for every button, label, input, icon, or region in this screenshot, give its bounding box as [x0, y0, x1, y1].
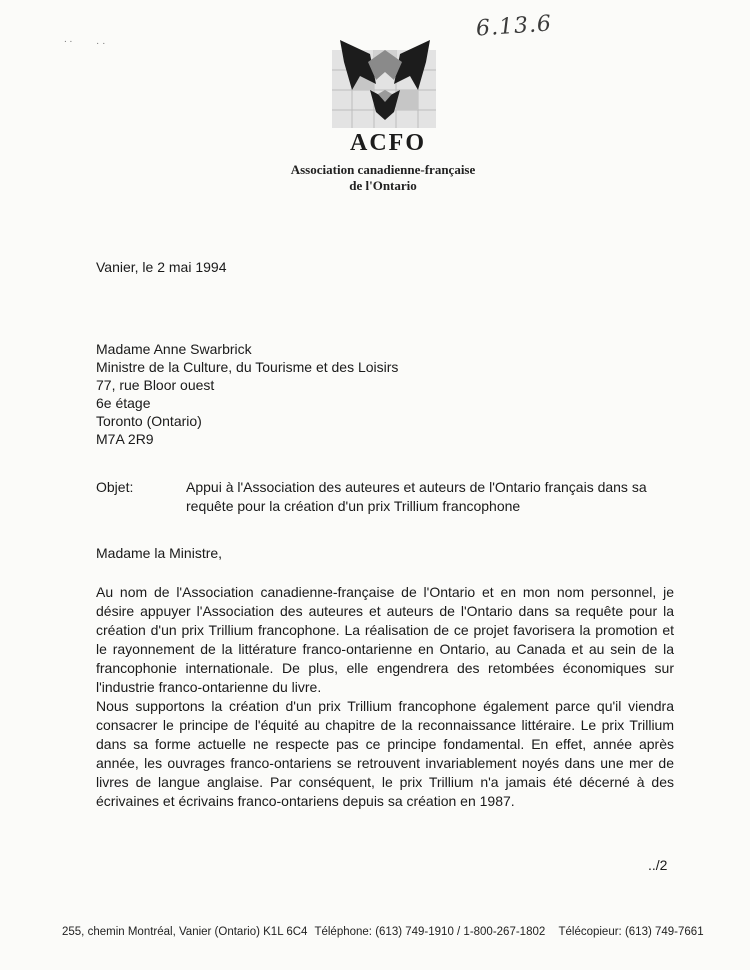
paper-speck: . . [64, 34, 73, 45]
recipient-line: 6e étage [96, 395, 151, 411]
recipient-line: Madame Anne Swarbrick [96, 341, 252, 357]
letter-date: Vanier, le 2 mai 1994 [96, 259, 227, 275]
logo-wordmark-graphic [338, 128, 438, 154]
recipient-line: Toronto (Ontario) [96, 413, 202, 429]
recipient-line: M7A 2R9 [96, 431, 154, 447]
recipient-line: 77, rue Bloor ouest [96, 377, 215, 393]
body-paragraph-2: Nous supportons la création d'un prix Trillium francophone également parce qu'il viendra consacrer le principe de l'équité au chapitre de la reconnaissance littéraire. Le prix Trillium dans sa forme actuelle ne respecte pas ce principe fondamental. En effet, année après année, les ouvrages franco-ontariens se retrouvent invariablement noyés dans une mer de livres de langue anglaise. Par conséquent, le prix Trillium n'a jamais été décerné à des écrivaines et écrivains franco-ontariens depuis sa création en 1987. [96, 698, 674, 809]
letterhead-footer [62, 926, 722, 938]
salutation: Madame la Ministre, [96, 545, 223, 561]
svg-text:ACFO: ACFO [350, 130, 426, 154]
organization-name [240, 162, 526, 194]
page-continuation: ../2 [648, 857, 668, 873]
org-name-line1: Association canadienne-française [290, 162, 476, 177]
logo-wordmark [338, 128, 438, 159]
recipient-line: Ministre de la Culture, du Tourisme et des Loisirs [96, 359, 399, 375]
footer-fax: Télécopieur: (613) 749-7661 [558, 926, 704, 938]
subject-label: Objet: [96, 479, 134, 495]
body-paragraph-1: Au nom de l'Association canadienne-française de l'Ontario et en mon nom personnel, je désire appuyer l'Association des auteures et auteurs de l'Ontario dans sa requête pour la création d'un prix Trillium francophone. La réalisation de ce projet favorisera la promotion et le rayonnement de la littérature franco-ontarienne en Ontario, au Canada et au sein de la francophonie internationale. De plus, elle engendrera des retombées économiques sur l'industrie franco-ontarienne du livre. [96, 584, 674, 695]
paper-speck: · · [96, 38, 106, 49]
handwritten-annotation: 6.13.6 [475, 11, 553, 42]
subject-text: Appui à l'Association des auteures et auteurs de l'Ontario français dans sa requête pour la création d'un prix Trillium francophone [186, 479, 647, 514]
org-name-line2: de l'Ontario [349, 178, 417, 193]
footer-phone: Téléphone: (613) 749-1910 / 1-800-267-1802 [314, 926, 546, 938]
recipient-address [96, 340, 398, 448]
footer-address: 255, chemin Montréal, Vanier (Ontario) K1L 6C4 [62, 926, 308, 938]
